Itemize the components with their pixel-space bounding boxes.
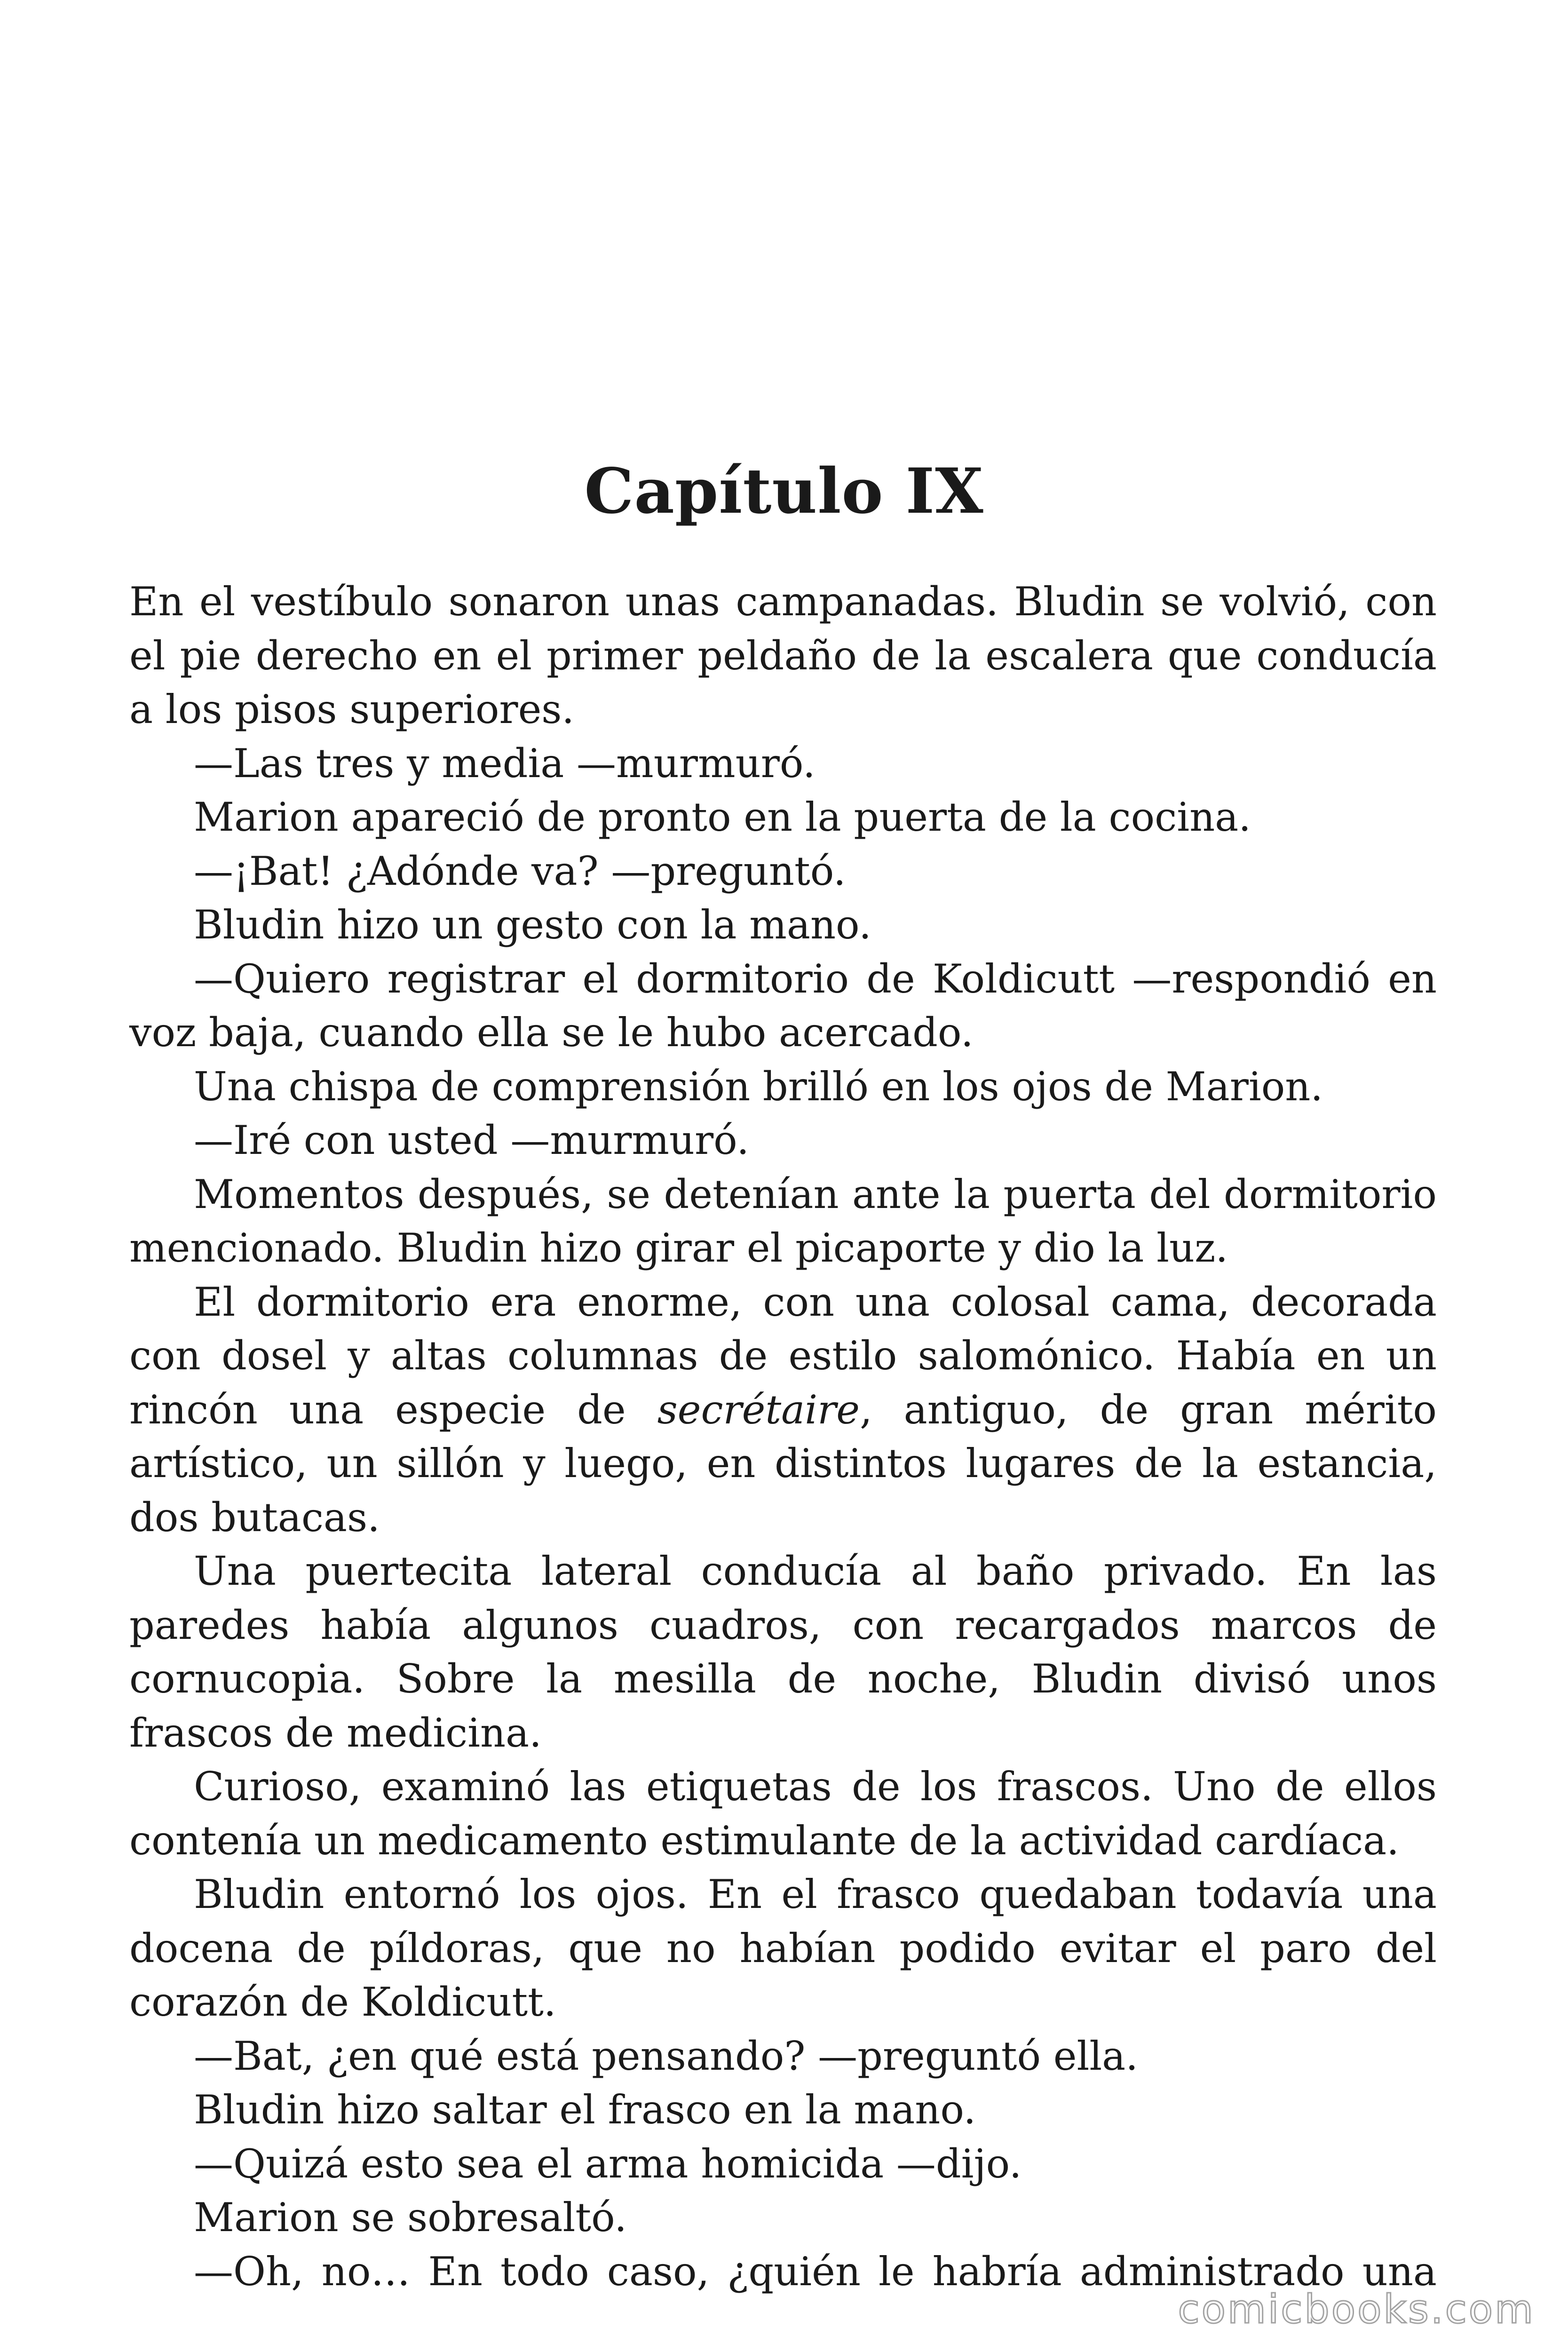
- paragraph: [129, 1275, 1437, 1545]
- paragraph-text: El dormitorio era enorme, con una colosal cama, decorada con dosel y altas columnas de estilo salomónico. Había en un rincón una especie de: [129, 1279, 1437, 1433]
- paragraph: Momentos después, se detenían ante la puerta del dormitorio mencionado. Bludin hizo girar el picaporte y dio la luz.: [129, 1171, 1437, 1271]
- body-text: [129, 575, 1437, 2298]
- dialogue-line: —Quiero registrar el dormitorio de Koldicutt —respondió en voz baja, cuando ella se le hubo acercado.: [129, 955, 1437, 1056]
- paragraph: Una chispa de comprensión brilló en los ojos de Marion.: [194, 1063, 1323, 1110]
- chapter-title: Capítulo IX: [584, 455, 984, 528]
- paragraph: Bludin hizo saltar el frasco en la mano.: [194, 2087, 976, 2133]
- paragraph: Marion apareció de pronto en la puerta de la cocina.: [194, 794, 1251, 840]
- paragraph: Bludin entornó los ojos. En el frasco quedaban todavía una docena de píldoras, que no habían podido evitar el paro del corazón de Koldicutt.: [129, 1871, 1437, 2025]
- paragraph-text: , antiguo, de gran mérito artístico, un sillón y luego, en distintos lugares de la estancia, dos butacas.: [129, 1386, 1437, 1541]
- dialogue-line: —Bat, ¿en qué está pensando? —preguntó ella.: [194, 2033, 1138, 2079]
- dialogue-line: —¡Bat! ¿Adónde va? —preguntó.: [194, 848, 846, 894]
- dialogue-line: —Iré con usted —murmuró.: [194, 1117, 749, 1163]
- paragraph: Marion se sobresaltó.: [194, 2194, 627, 2241]
- paragraph: Curioso, examinó las etiquetas de los frascos. Uno de ellos contenía un medicamento estimulante de la actividad cardíaca.: [129, 1764, 1437, 1864]
- dialogue-line: —Quizá esto sea el arma homicida —dijo.: [194, 2140, 1022, 2187]
- paragraph: Bludin hizo un gesto con la mano.: [194, 902, 871, 948]
- paragraph: En el vestíbulo sonaron unas campanadas. Bludin se volvió, con el pie derecho en el primer peldaño de la escalera que conducía a los pisos superiores.: [129, 579, 1437, 732]
- dialogue-line: —Oh, no… En todo caso, ¿quién le habría administrado una: [194, 2248, 1437, 2295]
- italic-term: secrétaire: [657, 1386, 860, 1433]
- paragraph: Una puertecita lateral conducía al baño privado. En las paredes había algunos cuadros, con recargados marcos de cornucopia. Sobre la mesilla de noche, Bludin divisó unos frascos de medicina.: [129, 1548, 1437, 1756]
- watermark: comicbooks.com: [1178, 2286, 1535, 2332]
- dialogue-line: —Las tres y media —murmuró.: [194, 740, 816, 787]
